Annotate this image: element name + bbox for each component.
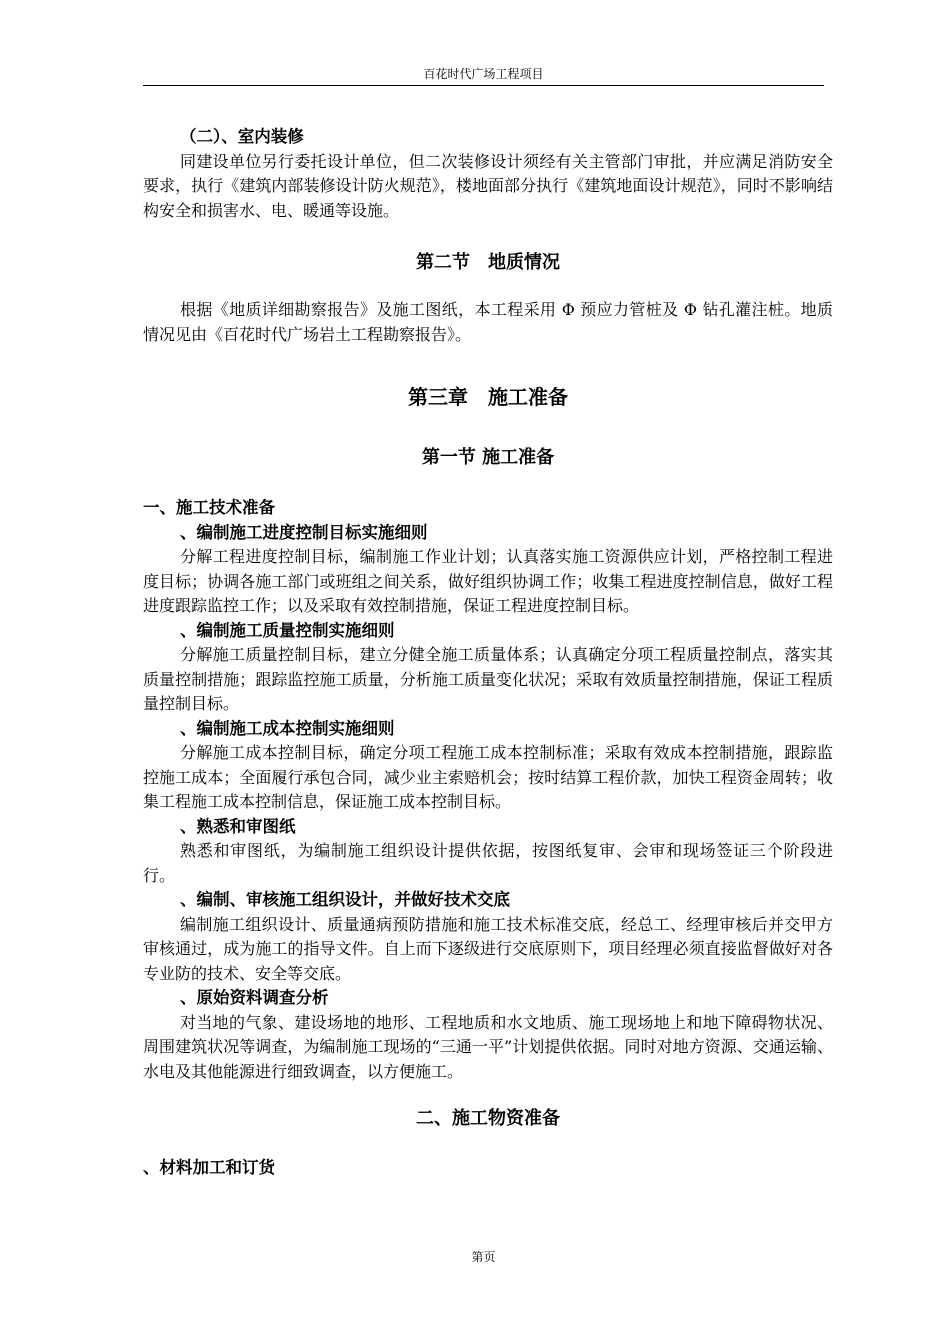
materials-subheading: 、材料加工和订货 [143,1158,275,1177]
item-paragraph: 对当地的气象、建设场地的地形、工程地质和水文地质、施工现场地上和地下障碍物状况、周围建筑状况等调查，为编制施工现场的“三通一平”计划提供依据。同时对地方资源、交通运输、水电及其他能源进行细致调查，以方便施工。 [143,1012,833,1081]
item-paragraph: 分解施工成本控制目标，确定分项工程施工成本控制标准；采取有效成本控制措施，跟踪监控施工成本；全面履行承包合同，减少业主索赔机会；按时结算工程价款，加快工程资金周转；收集工程施工成本控制信息，保证施工成本控制目标。 [143,743,833,811]
interior-decoration-paragraph: 同建设单位另行委托设计单位，但二次装修设计须经有关主管部门审批，并应满足消防安全要求，执行《建筑内部装修设计防火规范》，楼地面部分执行《建筑地面设计规范》，同时不影响结构安全和损害水、电、暖通等设施。 [143,151,833,220]
interior-decoration-heading: （二）、室内装修 [180,127,304,146]
item-paragraph: 分解工程进度控制目标，编制施工作业计划；认真落实施工资源供应计划，严格控制工程进度目标；协调各施工部门或班组之间关系，做好组织协调工作；收集工程进度控制信息，做好工程进度跟踪监控工作；以及采取有效控制措施，保证工程进度控制目标。 [143,547,833,615]
item-heading: 、熟悉和审图纸 [180,816,296,836]
page-footer: 第页 [471,1250,496,1264]
page-header: 百花时代广场工程项目 [423,67,544,81]
item-heading: 、原始资料调查分析 [180,988,329,1007]
tech-prep-heading: 一、施工技术准备 [143,498,275,517]
chapter-title: 第三章 施工准备 [408,385,568,409]
item-paragraph: 编制施工组织设计、质量通病预防措施和施工技术标准交底，经总工、经理审核后并交甲方审核通过，成为施工的指导文件。自上而下逐级进行交底原则下，项目经理必须直接监督做好对各专业防的技术、安全等交底。 [143,914,833,983]
item-paragraph: 熟悉和审图纸，为编制施工组织设计提供依据，按图纸复审、会审和现场签证三个阶段进行。 [143,841,833,885]
item-paragraph: 分解施工质量控制目标，建立分健全施工质量体系；认真确定分项工程质量控制点，落实其质量控制措施；跟踪监控施工质量，分析施工质量变化状况；采取有效质量控制措施，保证工程质量控制目标。 [143,645,833,713]
geology-paragraph: 根据《地质详细勘察报告》及施工图纸，本工程采用 Φ 预应力管桩及 Φ 钻孔灌注桩。地质情况见由《百花时代广场岩土工程勘察报告》。 [143,300,833,344]
item-heading: 、编制施工成本控制实施细则 [180,718,395,738]
section-title: 第一节 施工准备 [421,447,555,468]
document-body [143,125,833,1181]
item-heading: 、编制施工进度控制目标实施细则 [180,522,428,542]
materials-section-title: 二、施工物资准备 [416,1108,560,1129]
item-heading: 、编制、审核施工组织设计，并做好技术交底 [180,890,510,909]
geology-section-title: 第二节 地质情况 [416,252,560,273]
header-rule [143,85,824,86]
item-heading: 、编制施工质量控制实施细则 [180,620,395,640]
